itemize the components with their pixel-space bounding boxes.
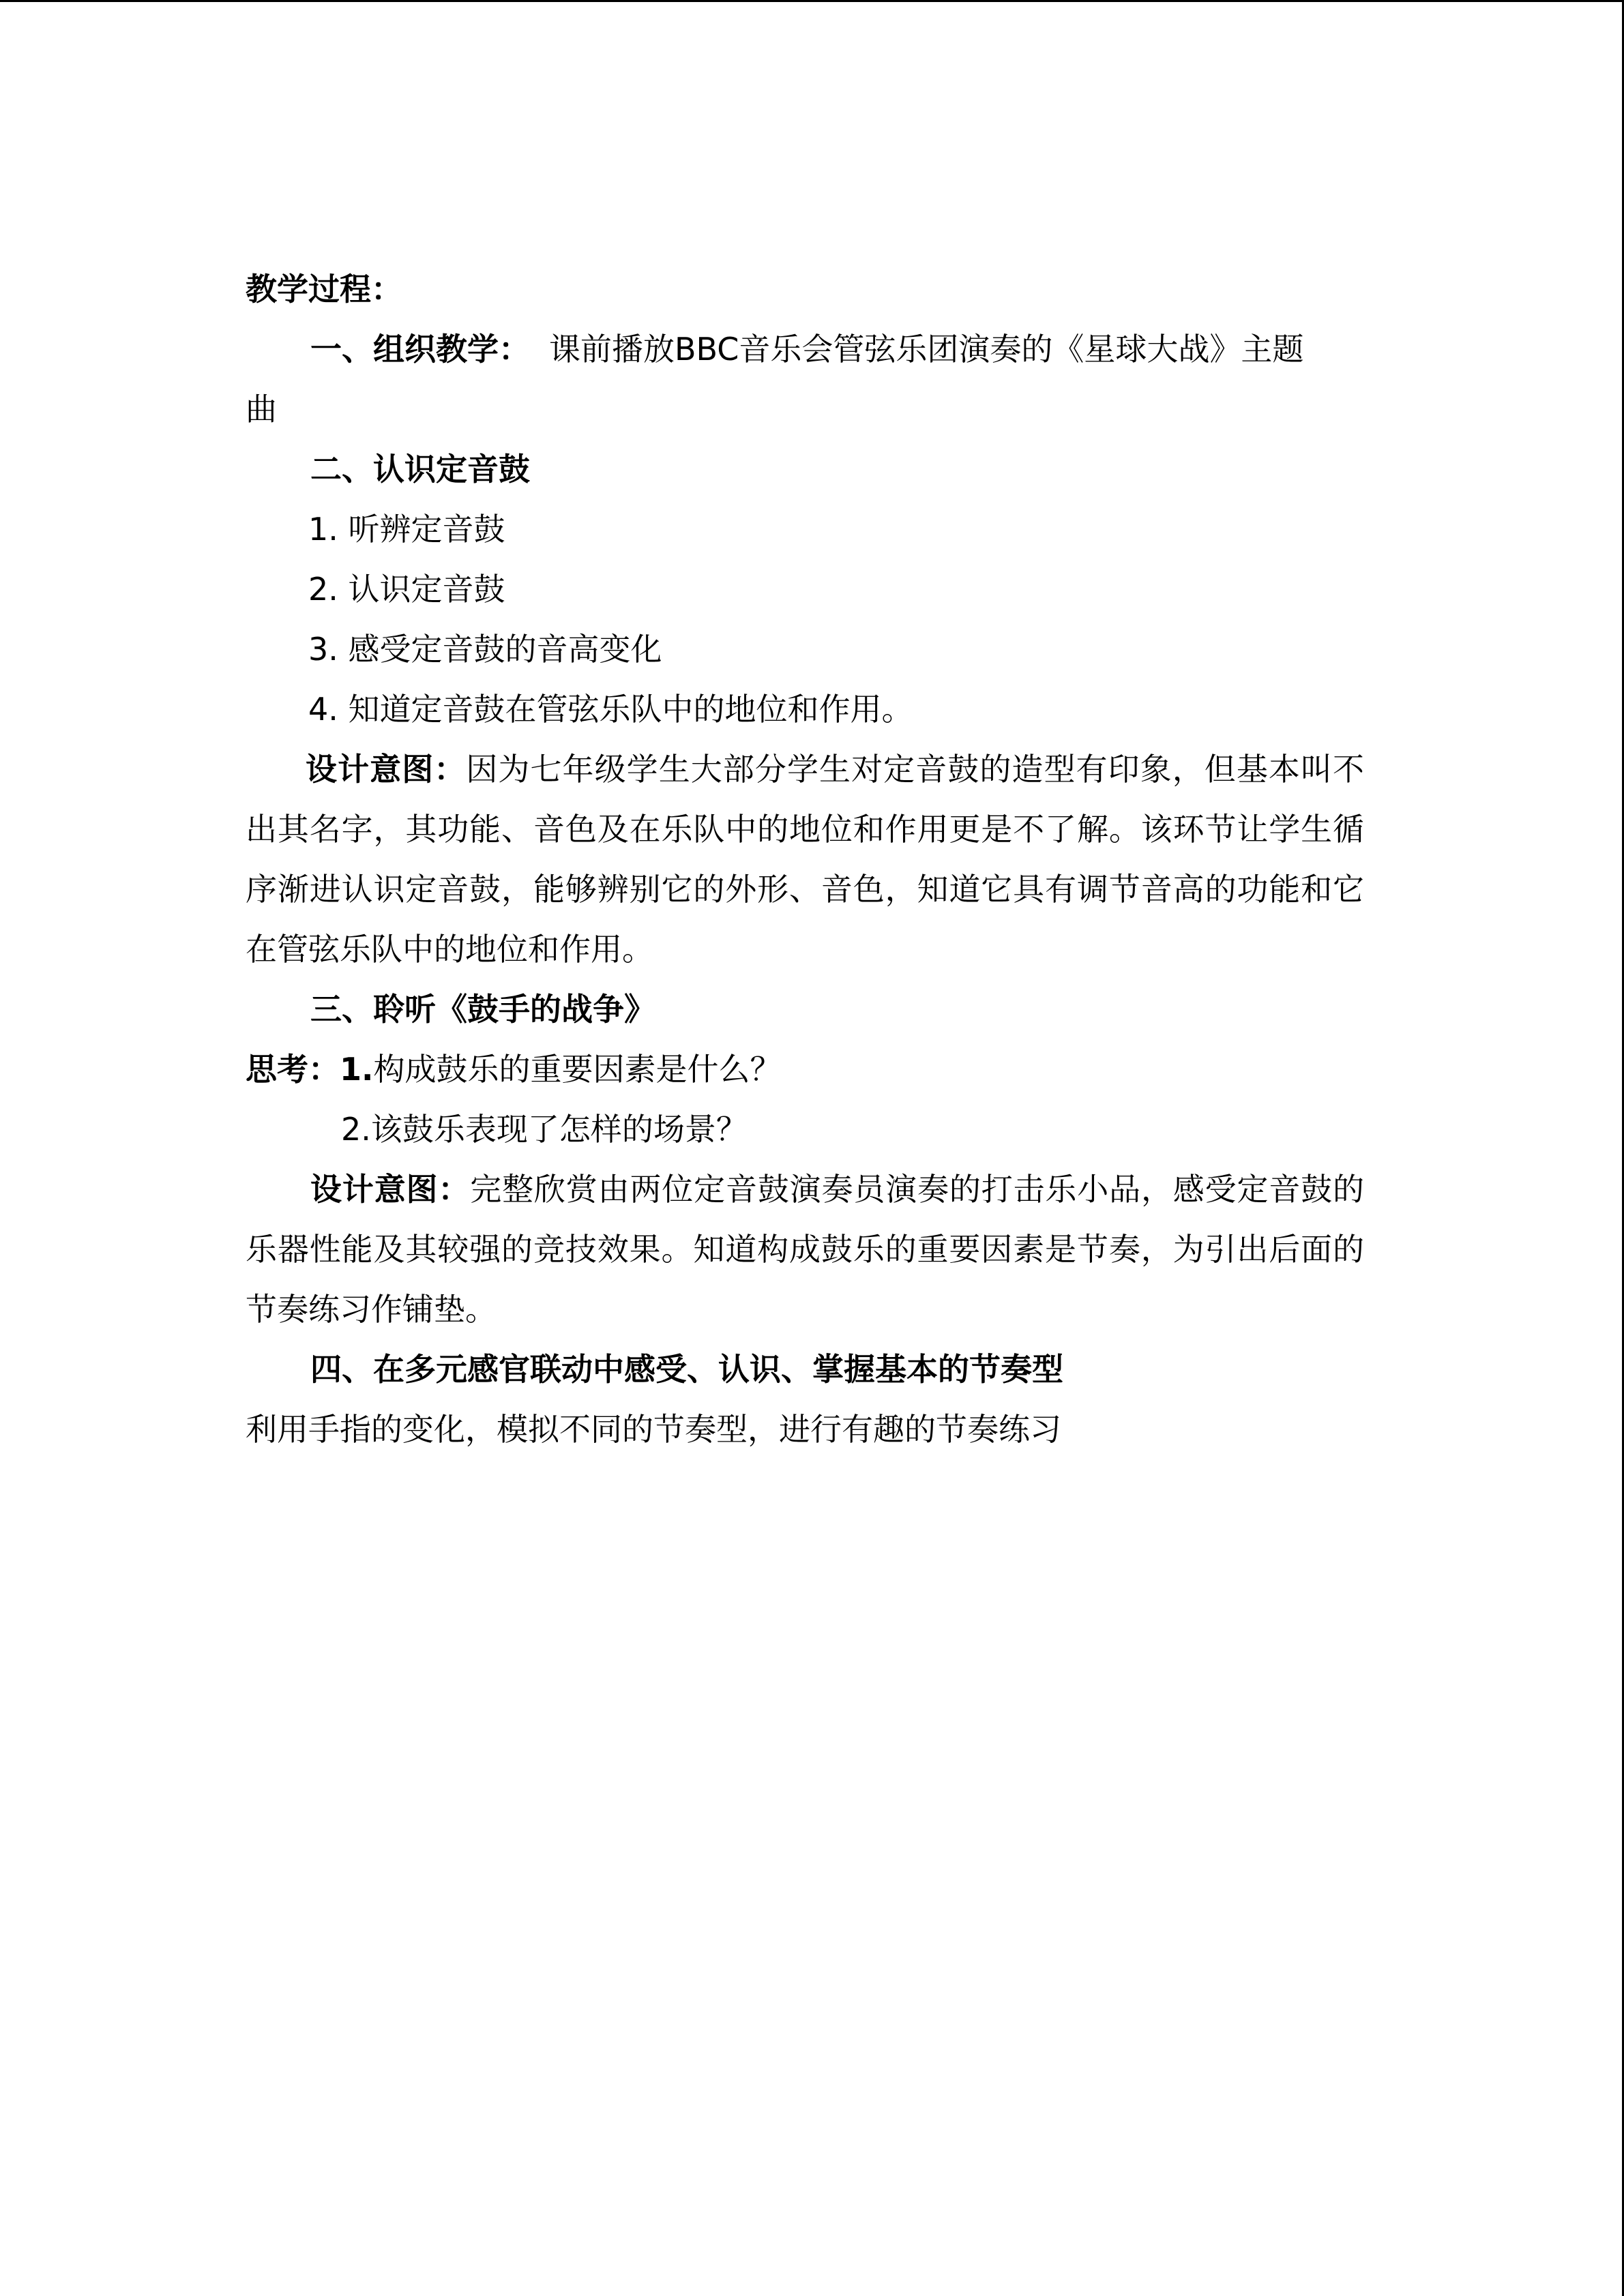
section-2-item-4: 4. 知道定音鼓在管弦乐队中的地位和作用。 xyxy=(308,691,913,728)
section-3-design-label: 设计意图： xyxy=(310,1171,471,1208)
section-1-text-continued: 曲 xyxy=(246,391,277,428)
section-2-label: 二、认识定音鼓 xyxy=(310,451,530,488)
section-3-label: 三、聆听《鼓手的战争》 xyxy=(310,991,655,1028)
section-1-label: 一、组织教学： xyxy=(310,331,530,368)
page-top-border xyxy=(0,0,1624,2)
document-body xyxy=(246,259,1364,1459)
section-2-design-text: 因为七年级学生大部分学生对定音鼓的造型有印象，但基本叫不出其名字，其功能、音色及在乐队中的地位和作用更是不了解。该环节让学生循序渐进认识定音鼓，能够辨别它的外形、音色，知道它具有调节音高的功能和它在管弦乐队中的地位和作用。 xyxy=(246,751,1364,968)
document-heading: 教学过程： xyxy=(246,271,402,308)
section-2-design-label: 设计意图： xyxy=(306,751,467,788)
section-2-item-2: 2. 认识定音鼓 xyxy=(308,571,505,608)
section-2-design-paragraph xyxy=(246,739,1364,979)
section-4-text: 利用手指的变化，模拟不同的节奏型，进行有趣的节奏练习 xyxy=(246,1411,1061,1448)
section-3-design-text: 完整欣赏由两位定音鼓演奏员演奏的打击乐小品，感受定音鼓的乐器性能及其较强的竞技效果。知道构成鼓乐的重要因素是节奏，为引出后面的节奏练习作铺垫。 xyxy=(246,1171,1364,1328)
section-1-line xyxy=(246,319,1364,379)
section-3-question-2: 2.该鼓乐表现了怎样的场景？ xyxy=(341,1111,748,1148)
section-4-label: 四、在多元感官联动中感受、认识、掌握基本的节奏型 xyxy=(310,1351,1063,1388)
section-1-text: 课前播放BBC音乐会管弦乐团演奏的《星球大战》主题 xyxy=(549,331,1304,368)
section-2-item-3: 3. 感受定音鼓的音高变化 xyxy=(308,631,662,668)
section-3-q1-number: 1. xyxy=(340,1051,374,1088)
section-3-design-paragraph xyxy=(246,1159,1364,1339)
section-2-item-1: 1. 听辨定音鼓 xyxy=(308,511,505,548)
section-3-think-label: 思考： xyxy=(246,1051,340,1088)
section-3-q1-text: 构成鼓乐的重要因素是什么？ xyxy=(373,1051,782,1088)
section-3-question-1 xyxy=(246,1039,1364,1099)
